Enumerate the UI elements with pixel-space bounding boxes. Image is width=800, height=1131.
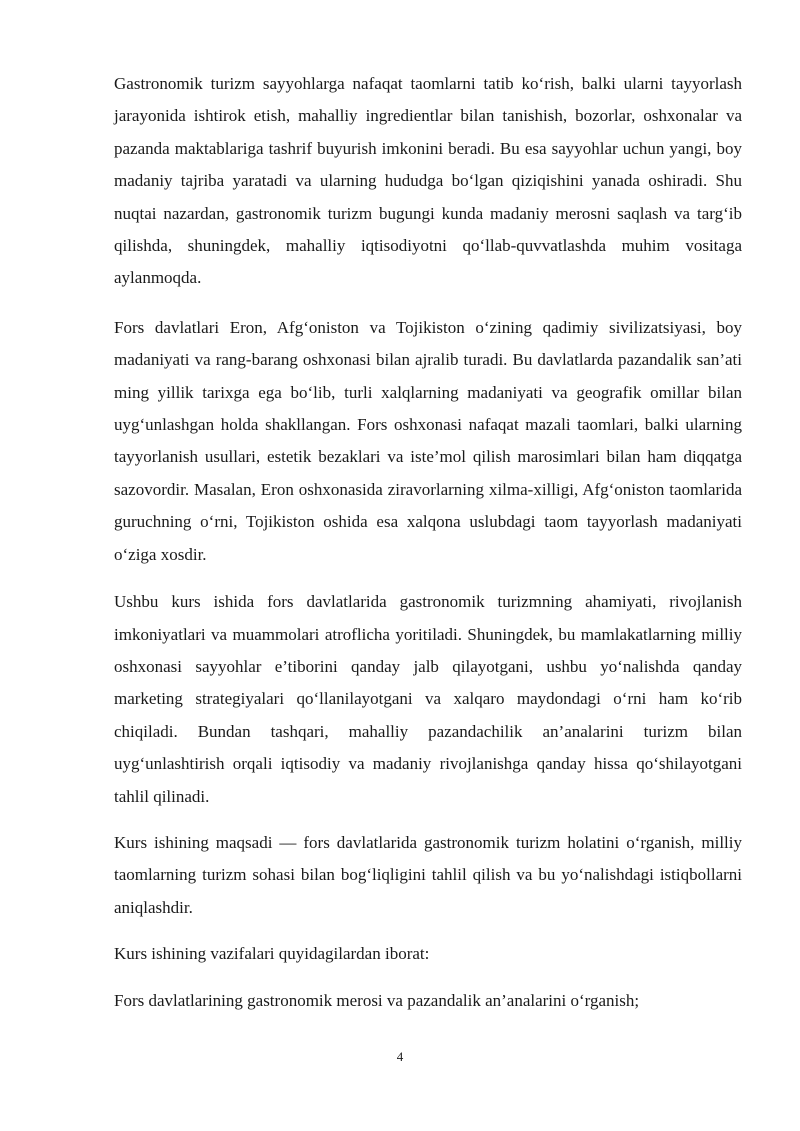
paragraph-persian-countries: Fors davlatlari Eron, Afgʻoniston va Tojikiston oʻzining qadimiy sivilizatsiyasi, boy madaniyati va rang-barang oshxonasi bilan ajralib turadi. Bu davlatlarda pazandalik san’ati ming yillik tarixga ega boʻlib, turli xalqlarning madaniyati va geografik omillar bilan uygʻunlashgan holda shakllangan. Fors oshxonasi nafaqat mazali taomlari, balki ularning tayyorlanish usullari, estetik bezaklari va iste’mol qilish marosimlari bilan ham diqqatga sazovordir. Masalan, Eron oshxonasida ziravorlarning xilma-xilligi, Afgʻoniston taomlarida guruchning oʻrni, Tojikiston oshida esa xalqona uslubdagi taom tayyorlash madaniyati oʻziga xosdir. — [114, 317, 742, 564]
paragraph-tasks-heading: Kurs ishining vazifalari quyidagilardan iborat: — [114, 944, 430, 964]
paragraph-course-scope: Ushbu kurs ishida fors davlatlarida gastronomik turizmning ahamiyati, rivojlanish imkoniyatlari va muammolari atroflicha yoritiladi. Shuningdek, bu mamlakatlarning milliy oshxonasi sayyohlar e’tiborini qanday jalb qilayotgani, ushbu yoʻnalishda qanday marketing strategiyalari qoʻllanilayotgani va xalqaro maydondagi oʻrni ham koʻrib chiqiladi. Bundan tashqari, mahalliy pazandachilik an’analarini turizm bilan uygʻunlashtirish orqali iqtisodiy va madaniy rivojlanishga qanday hissa qoʻshilayotgani tahlil qilinadi. — [114, 592, 742, 806]
paragraph-task-item: Fors davlatlarining gastronomik merosi va pazandalik an’analarini oʻrganish; — [114, 990, 640, 1010]
paragraph-course-goal: Kurs ishining maqsadi — fors davlatlarida gastronomik turizm holatini oʻrganish, milliy taomlarning turizm sohasi bilan bogʻliqligini tahlil qilish va bu yoʻnalishdagi istiqbollarni aniqlashdir. — [114, 832, 742, 917]
page-number: 4 — [396, 1049, 404, 1064]
document-page — [114, 68, 742, 1017]
paragraph-gastronomic-tourism-intro: Gastronomik turizm sayyohlarga nafaqat taomlarni tatib koʻrish, balki ularni tayyorlash jarayonida ishtirok etish, mahalliy ingredientlar bilan tanishish, bozorlar, oshxonalar va pazanda maktablariga tashrif buyurish imkonini beradi. Bu esa sayyohlar uchun yangi, boy madaniy tajriba yaratadi va ularning hududga boʻlgan qiziqishini yanada oshiradi. Shu nuqtai nazardan, gastronomik turizm bugungi kunda madaniy merosni saqlash va targʻib qilishda, shuningdek, mahalliy iqtisodiyotni qoʻllab-quvvatlashda muhim vositaga aylanmoqda. — [114, 74, 742, 288]
